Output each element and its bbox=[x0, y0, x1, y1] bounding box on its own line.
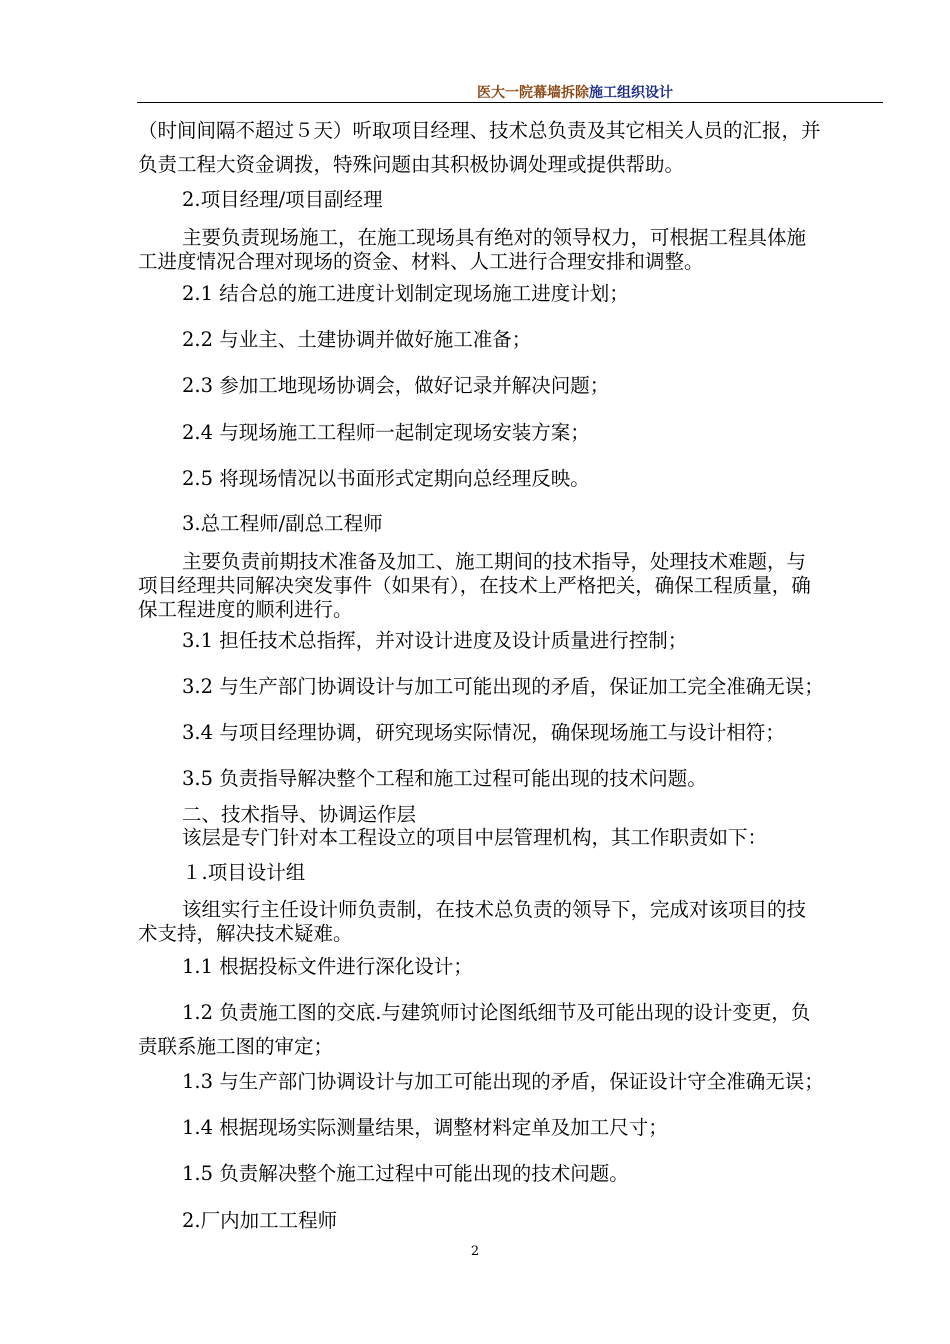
list-item: 3.1 担任技术总指挥，并对设计进度及设计质量进行控制； bbox=[182, 629, 688, 652]
page-number: 2 bbox=[470, 1244, 480, 1259]
list-item: 3.4 与项目经理协调，研究现场实际情况，确保现场施工与设计相符； bbox=[182, 721, 785, 744]
list-item: 2.2 与业主、土建协调并做好施工准备； bbox=[182, 328, 532, 351]
section-heading: 2.项目经理/项目副经理 bbox=[182, 188, 383, 211]
list-item: 2.4 与现场施工工程师一起制定现场安装方案； bbox=[182, 421, 590, 444]
paragraph-line: 工进度情况合理对现场的资金、材料、人工进行合理安排和调整。 bbox=[138, 250, 704, 273]
list-item: 2.5 将现场情况以书面形式定期向总经理反映。 bbox=[182, 467, 590, 490]
list-item: 1.4 根据现场实际测量结果，调整材料定单及加工尺寸； bbox=[182, 1116, 668, 1139]
paragraph-line: 主要负责现场施工，在施工现场具有绝对的领导权力，可根据工程具体施 bbox=[182, 226, 807, 249]
paragraph-line: 项目经理共同解决突发事件（如果有），在技术上严格把关，确保工程质量，确 bbox=[138, 574, 811, 597]
paragraph-line: 保工程进度的顺利进行。 bbox=[138, 598, 353, 621]
page-header bbox=[137, 72, 883, 103]
header-title-project: 医大一院幕墙拆除 bbox=[477, 85, 589, 101]
paragraph-line: 术支持，解决技术疑难。 bbox=[138, 922, 353, 945]
list-item: 1.3 与生产部门协调设计与加工可能出现的矛盾，保证设计守全准确无误； bbox=[182, 1070, 824, 1093]
section-heading: 二、技术指导、协调运作层 bbox=[182, 803, 417, 826]
paragraph-line: 主要负责前期技术准备及加工、施工期间的技术指导，处理技术难题，与 bbox=[182, 550, 807, 573]
paragraph-line: （时间间隔不超过５天）听取项目经理、技术总负责及其它相关人员的汇报，并 bbox=[138, 119, 821, 142]
list-item: 3.2 与生产部门协调设计与加工可能出现的矛盾，保证加工完全准确无误； bbox=[182, 675, 824, 698]
list-item: 责联系施工图的审定； bbox=[138, 1035, 334, 1058]
list-item: 1.1 根据投标文件进行深化设计； bbox=[182, 955, 473, 978]
section-heading: 3.总工程师/副总工程师 bbox=[182, 512, 383, 535]
paragraph-line: 该层是专门针对本工程设立的项目中层管理机构，其工作职责如下： bbox=[182, 826, 768, 849]
header-title-doc: 施工组织设计 bbox=[589, 85, 673, 101]
list-item: 2.1 结合总的施工进度计划制定现场施工进度计划； bbox=[182, 282, 629, 305]
list-item: 1.2 负责施工图的交底.与建筑师讨论图纸细节及可能出现的设计变更，负 bbox=[182, 1001, 811, 1024]
list-item: 2.3 参加工地现场协调会，做好记录并解决问题； bbox=[182, 374, 610, 397]
list-item: 3.5 负责指导解决整个工程和施工过程可能出现的技术问题。 bbox=[182, 767, 707, 790]
section-heading: １.项目设计组 bbox=[182, 861, 306, 884]
paragraph-line: 负责工程大资金调拨，特殊问题由其积极协调处理或提供帮助。 bbox=[138, 153, 685, 176]
header-title bbox=[477, 82, 673, 102]
list-item: 1.5 负责解决整个施工过程中可能出现的技术问题。 bbox=[182, 1162, 629, 1185]
paragraph-line: 该组实行主任设计师负责制，在技术总负责的领导下，完成对该项目的技 bbox=[182, 898, 807, 921]
section-heading: 2.厂内加工工程师 bbox=[182, 1209, 338, 1232]
